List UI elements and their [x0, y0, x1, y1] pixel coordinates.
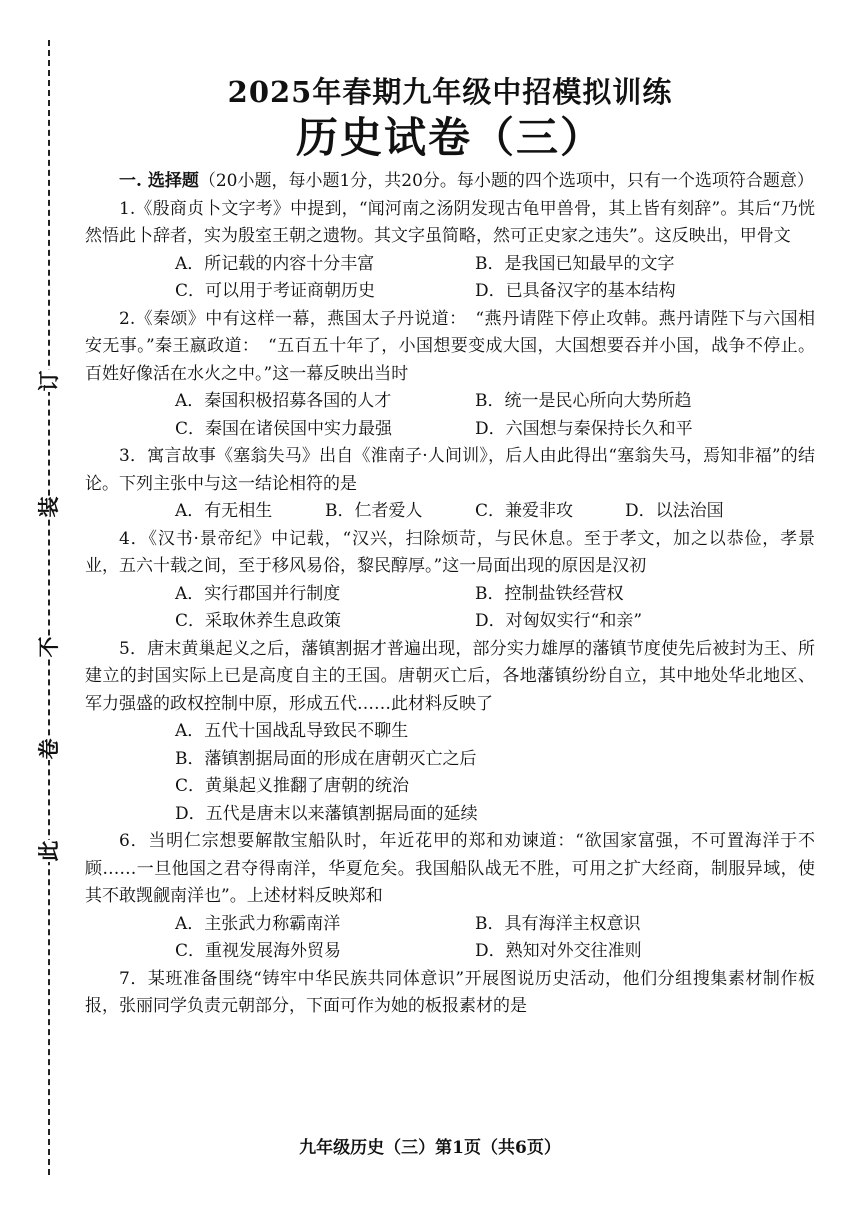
option-d: D．五代是唐末以来藩镇割据局面的延续: [175, 803, 478, 824]
question-1: [85, 196, 815, 306]
question-2: [85, 306, 815, 444]
question-6: [85, 828, 815, 966]
page-footer: 九年级历史（三）第1页（共6页）: [299, 1138, 561, 1158]
option-a: A．所记载的内容十分丰富: [175, 253, 375, 274]
binding-margin: [38, 40, 60, 1175]
section-header: [85, 168, 815, 196]
exam-page: [85, 72, 815, 1021]
section-heading: 一. 选择题: [119, 171, 199, 191]
exam-subject-title: 历史试卷（三）: [295, 113, 604, 162]
binding-char-5: 订: [36, 370, 61, 392]
option-d: D．已具备汉字的基本结构: [475, 281, 676, 301]
option-b: B．藩镇割据局面的形成在唐朝灭亡之后: [175, 748, 477, 769]
option-a: A．实行郡国并行制度: [175, 583, 341, 604]
options: [85, 581, 815, 636]
section-instructions: （20小题，每小题1分，共20分。每小题的四个选项中，只有一个选项符合题意）: [198, 171, 814, 191]
option-a: A．五代十国战乱导致民不聊生: [175, 721, 409, 741]
question-7: [85, 966, 815, 1021]
exam-title: 2025年春期九年级中招模拟训练: [227, 75, 673, 109]
options: [85, 498, 815, 526]
option-b: B．是我国已知最早的文字: [475, 253, 675, 274]
options: [85, 718, 815, 828]
option-b: B．具有海洋主权意识: [475, 913, 641, 934]
question-3: [85, 443, 815, 526]
question-stem: 4．《汉书·景帝纪》中记载，“汉兴，扫除烦苛，与民休息。至于孝文，加之以恭俭，孝景业，五六十载之间，至于移风易俗，黎民醇厚。”这一局面出现的原因是汉初: [85, 528, 815, 576]
cut-line: [48, 40, 50, 1175]
binding-char-4: 装: [36, 496, 61, 518]
options: [85, 911, 815, 966]
option-a: A．有无相生: [175, 501, 273, 521]
option-b: B．统一是民心所向大势所趋: [475, 391, 692, 411]
binding-char-1: 此: [36, 840, 61, 862]
question-5: [85, 636, 815, 829]
option-d: D．对匈奴实行“和亲”: [475, 611, 643, 631]
option-c: C．可以用于考证商朝历史: [175, 281, 376, 301]
option-c: C．秦国在诸侯国中实力最强: [175, 418, 393, 439]
option-c: C．黄巢起义推翻了唐朝的统治: [175, 776, 410, 796]
option-c: C．采取休养生息政策: [175, 611, 342, 631]
question-stem: 2.《秦颂》中有这样一幕，燕国太子丹说道： “燕丹请陛下停止攻韩。燕丹请陛下与六国相安无事。”秦王嬴政道： “五百五十年了，小国想要变成大国，大国想要吞并小国，战争不停止。百姓好像活在水火之中。”这一幕反映出当时: [85, 308, 815, 384]
option-c: C．重视发展海外贸易: [175, 941, 342, 961]
options: [85, 251, 815, 306]
question-stem: 5．唐末黄巢起义之后，藩镇割据才普遍出现，部分实力雄厚的藩镇节度使先后被封为王、所建立的封国实际上已是高度自主的王国。唐朝灭亡后，各地藩镇纷纷自立，其中地处华北地区、军力强盛的政权控制中原，形成五代……此材料反映了: [85, 638, 815, 714]
option-b: B．控制盐铁经营权: [475, 583, 624, 604]
binding-char-2: 卷: [36, 738, 61, 760]
option-a: A．主张武力称霸南洋: [175, 913, 341, 934]
option-c: C．兼爱非攻: [475, 501, 574, 521]
option-d: D．六国想与秦保持长久和平: [475, 418, 693, 439]
binding-char-3: 不: [36, 636, 61, 658]
option-d: D．以法治国: [625, 501, 724, 521]
question-stem: 1.《殷商贞卜文字考》中提到，“闻河南之汤阴发现古龟甲兽骨，其上皆有刻辞”。其后“乃恍然悟此卜辞者，实为殷室王朝之遗物。其文字虽简略，然可正史家之违失”。这反映出，甲骨文: [85, 198, 815, 246]
question-4: [85, 526, 815, 636]
options: [85, 388, 815, 443]
question-stem: 3．寓言故事《塞翁失马》出自《淮南子·人间训》，后人由此得出“塞翁失马，焉知非福”的结论。下列主张中与这一结论相符的是: [85, 446, 815, 494]
option-b: B．仁者爱人: [325, 501, 423, 521]
option-d: D．熟知对外交往准则: [475, 941, 642, 961]
question-stem: 6．当明仁宗想要解散宝船队时，年近花甲的郑和劝谏道：“欲国家富强，不可置海洋于不顾……一旦他国之君夺得南洋，华夏危矣。我国船队战无不胜，可用之扩大经商，制服异域，使其不敢觊觎南洋也”。上述材料反映郑和: [85, 831, 815, 906]
question-stem: 7．某班准备围绕“铸牢中华民族共同体意识”开展图说历史活动，他们分组搜集素材制作板报，张丽同学负责元朝部分，下面可作为她的板报素材的是: [85, 968, 815, 1016]
option-a: A．秦国积极招募各国的人才: [175, 391, 392, 411]
